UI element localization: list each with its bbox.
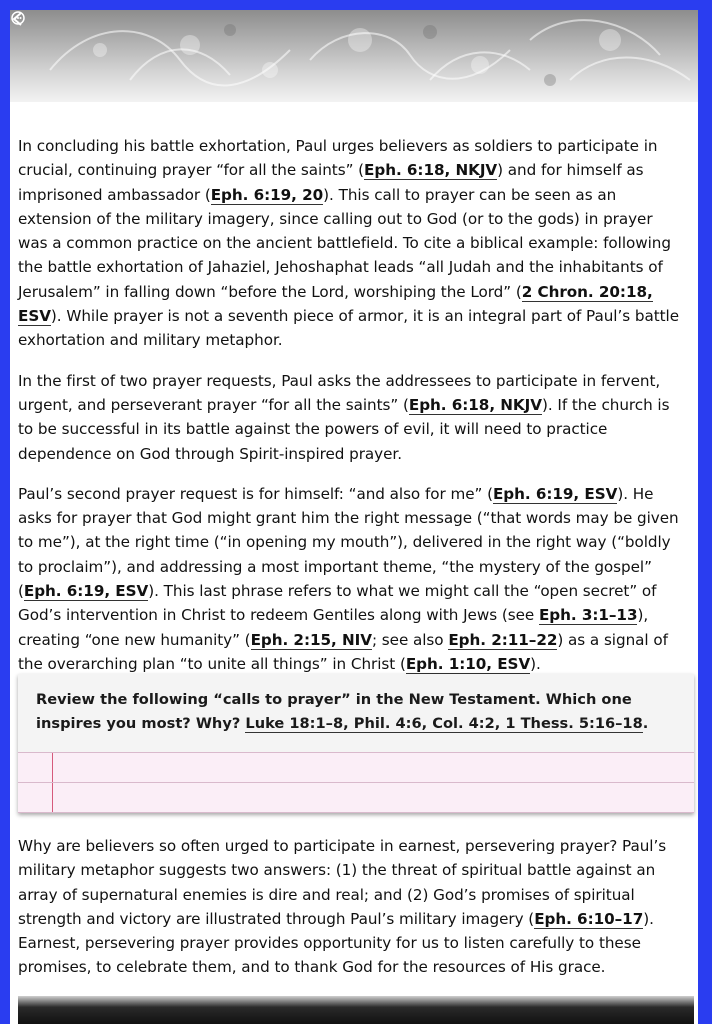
- text: ) and for himself as imprisoned ambassador (: [18, 161, 644, 204]
- scripture-link[interactable]: Eph. 1:10, ESV: [405, 654, 531, 673]
- main-content-continued: [18, 834, 690, 996]
- text: ). While prayer is not a seventh piece of armor, it is an integral part of Paul’s battle exhortation and military metaphor.: [18, 307, 679, 350]
- footer-bar: [18, 996, 694, 1024]
- scripture-link[interactable]: Eph. 3:1–13: [538, 606, 638, 625]
- scripture-link[interactable]: Eph. 6:18, NKJV: [408, 395, 542, 414]
- answer-line[interactable]: [18, 752, 694, 782]
- paragraph-1: [18, 134, 686, 353]
- text: In concluding his battle exhortation, Paul urges believers as soldiers to participate in crucial, continuing prayer “for all the saints” (: [18, 137, 658, 180]
- text: ). He asks for prayer that God might grant him the right message (“that words may be given to me”), at the right time (“in opening my mouth”), delivered in the right way (“boldly to proclaim”), and addressing a most important theme, “the mystery of the gospel” (: [18, 484, 679, 601]
- scripture-link[interactable]: Eph. 6:19, ESV: [23, 582, 149, 601]
- scripture-link[interactable]: Eph. 6:18, NKJV: [364, 161, 498, 180]
- text: ). This last phrase refers to what we might call the “open secret” of God’s intervention in Christ to redeem Gentiles along with Jews (see: [18, 582, 657, 625]
- paragraph-3: [18, 482, 686, 676]
- text: Paul’s second prayer request is for himself: “and also for me” (: [18, 484, 493, 503]
- question-text: [18, 674, 694, 752]
- main-content: [18, 134, 686, 692]
- scripture-link[interactable]: Luke 18:1–8, Phil. 4:6, Col. 4:2, 1 Thess. 5:16–18: [245, 715, 643, 732]
- margin-line: [52, 753, 53, 782]
- paragraph-2: [18, 369, 686, 466]
- margin-line: [52, 783, 53, 812]
- text: .: [642, 715, 649, 732]
- text: ) as a signal of the overarching plan “to unite all things” in Christ (: [18, 630, 668, 673]
- scripture-link[interactable]: Eph. 6:19, 20: [210, 185, 324, 204]
- scripture-link[interactable]: Eph. 2:15, NIV: [250, 630, 372, 649]
- scripture-link[interactable]: 2 Chron. 20:18, ESV: [18, 282, 653, 326]
- question-box: [18, 674, 694, 813]
- text: ; see also: [371, 630, 449, 649]
- scripture-link[interactable]: Eph. 2:11–22: [448, 630, 558, 649]
- paragraph-4: [18, 834, 690, 980]
- text: ). If the church is to be successful in its battle against the powers of evil, it will need to practice dependence on God through Spirit-inspired prayer.: [18, 395, 670, 463]
- text: In the first of two prayer requests, Paul asks the addressees to participate in fervent, urgent, and perseverant prayer “for all the saints” (: [18, 371, 661, 414]
- text: ). Earnest, persevering prayer provides opportunity for us to listen carefully to these promises, to celebrate them, and to thank God for the resources of His grace.: [18, 909, 654, 977]
- scripture-link[interactable]: Eph. 6:19, ESV: [492, 484, 618, 503]
- scripture-link[interactable]: Eph. 6:10–17: [534, 909, 644, 928]
- header-banner: [10, 10, 698, 102]
- ornament-pattern: [10, 10, 698, 102]
- text: ), creating “one new humanity” (: [18, 606, 649, 649]
- reading-page: [10, 10, 698, 1024]
- menu-icon[interactable]: [10, 10, 26, 26]
- text: Review the following “calls to prayer” in the New Testament. Which one inspires you most? Why?: [36, 691, 632, 732]
- text: ).: [530, 654, 541, 673]
- text: Why are believers so often urged to participate in earnest, persevering prayer? Paul’s military metaphor suggests two answers: (1) the threat of spiritual battle against an array of supernatural enemies is dire and real; and (2) God’s promises of spiritual strength and victory are illustrated through Paul’s military imagery (: [18, 837, 667, 928]
- text: ). This call to prayer can be seen as an extension of the military imagery, since calling out to God (or to the gods) in prayer was a common practice on the ancient battlefield. To cite a biblical example: following the battle exhortation of Jahaziel, Jehoshaphat leads “all Judah and the inhabitants of Jerusalem” in falling down “before the Lord, worshiping the Lord” (: [18, 185, 671, 301]
- answer-line[interactable]: [18, 782, 694, 813]
